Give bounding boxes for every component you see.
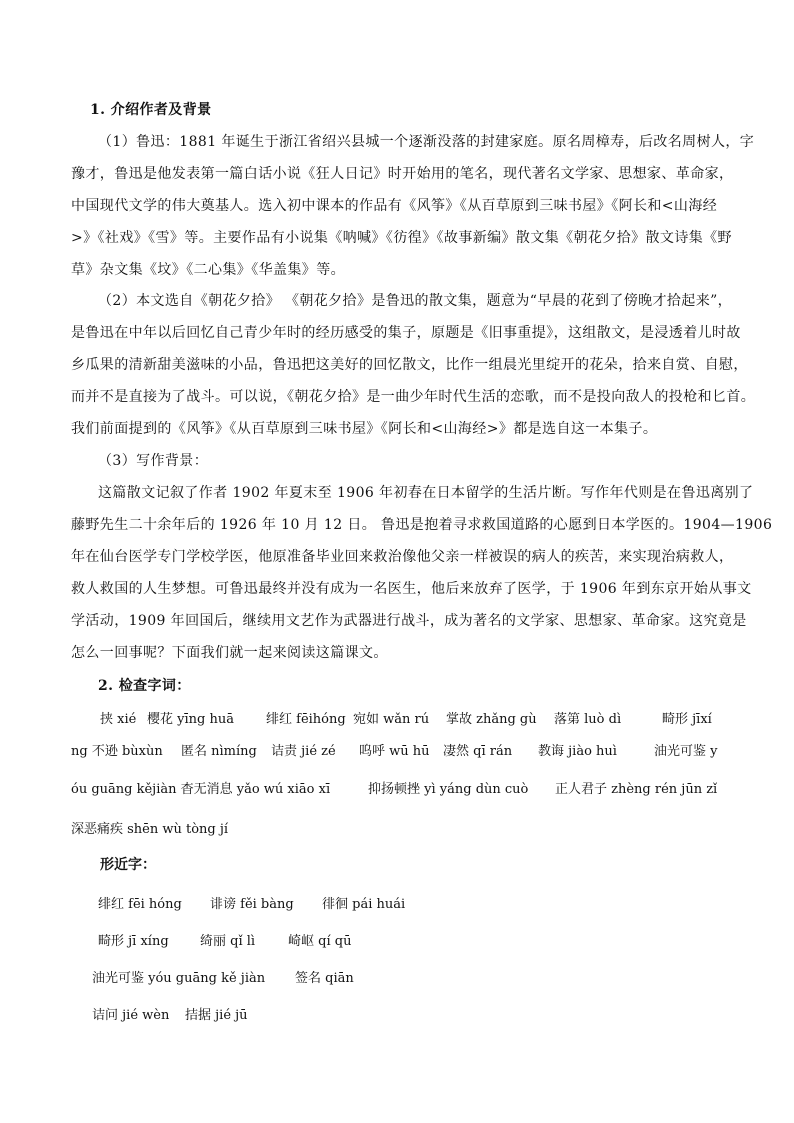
similar-item: 签名 qiān [295, 971, 354, 986]
vocab-item: 匿名 nìmíng [181, 744, 257, 759]
similar-item: 诘问 jié wèn [92, 1008, 170, 1023]
vocab-item: 樱花 yīng huā [147, 712, 234, 727]
paragraph-line: 豫才，鲁迅是他发表第一篇白话小说《狂人日记》时开始用的笔名，现代著名文学家、思想家、革命家， [71, 166, 734, 182]
vocab-item: 宛如 wǎn rú [353, 712, 430, 727]
similar-item: 油光可鉴 yóu guāng kě jiàn [92, 971, 266, 986]
vocab-item: óu guāng kějiàn 杳无消息 yǎo wú xiāo xī [71, 782, 331, 797]
vocab-row [71, 740, 731, 760]
vocab-row [71, 778, 731, 798]
vocab-item: ng 不逊 bùxùn [71, 744, 163, 759]
paragraph-line: （2）本文选自《朝花夕拾》 《朝花夕拾》是鲁迅的散文集，题意为“早晨的花到了傍晚才拾起来”， [98, 293, 733, 309]
paragraph-line: （3）写作背景： [98, 453, 209, 469]
paragraph-line: 救人救国的人生梦想。可鲁迅最终并没有成为一名医生，他后来放弃了医学，于 1906 年到东京开始从事文 [71, 581, 752, 597]
paragraph-line: >》《社戏》《雪》等。主要作品有小说集《呐喊》《彷徨》《故事新编》散文集《朝花夕拾》散文诗集《野 [71, 230, 732, 246]
similar-chars-heading: 形近字： [100, 857, 156, 873]
similar-item: 绯红 fēi hóng [98, 897, 182, 912]
paragraph-line: 学活动，1909 年回国后，继续用文艺作为武器进行战斗，成为著名的文学家、思想家、革命家。这究竟是 [71, 613, 747, 629]
vocab-item: 正人君子 zhèng rén jūn zǐ [555, 782, 718, 797]
vocab-item: 油光可鉴 y [654, 744, 718, 759]
vocab-item: 呜呼 wū hū [359, 744, 430, 759]
paragraph-line: 乡瓜果的清新甜美滋味的小品，鲁迅把这美好的回忆散文，比作一组晨光里绽开的花朵，拾来自赏、自慰， [71, 357, 748, 373]
section-2-heading: 2. 检查字词： [98, 678, 191, 694]
vocab-item: 畸形 jīxí [662, 712, 712, 727]
vocab-item: 深恶痛疾 shēn wù tòng jí [71, 822, 229, 837]
paragraph-line: 草》杂文集《坟》《二心集》《华盖集》等。 [71, 262, 345, 278]
paragraph-line: 而并不是直接为了战斗。可以说，《朝花夕拾》是一曲少年时代生活的恋歌，而不是投向敌人的投枪和匕首。 [71, 389, 756, 405]
paragraph-line: 是鲁迅在中年以后回忆自己青少年时的经历感受的集子，原题是《旧事重提》，这组散文，是浸透着儿时故 [71, 325, 741, 341]
vocab-item: 挟 xié [100, 712, 137, 727]
paragraph-line: 这篇散文记叙了作者 1902 年夏末至 1906 年初春在日本留学的生活片断。写作年代则是在鲁迅离别了 [98, 485, 754, 501]
similar-item: 畸形 jī xíng [98, 934, 169, 949]
section-1-heading: 1. 介绍作者及背景 [90, 102, 212, 118]
paragraph-line: 年在仙台医学专门学校学医，他原准备毕业回来救治像他父亲一样被误的病人的疾苦，来实现治病救人， [71, 549, 734, 565]
similar-item: 崎岖 qí qū [288, 934, 352, 949]
similar-item: 诽谤 fěi bàng [210, 897, 294, 912]
vocab-item: 绯红 fēihóng [266, 712, 346, 727]
vocab-item: 教诲 jiào huì [538, 744, 617, 759]
similar-item: 绮丽 qǐ lì [200, 934, 256, 949]
paragraph-line: （1）鲁迅：1881 年诞生于浙江省绍兴县城一个逐渐没落的封建家庭。原名周樟寿，后改名周树人，字 [98, 134, 755, 150]
paragraph-line: 怎么一回事呢？下面我们就一起来阅读这篇课文。 [71, 645, 388, 661]
vocab-item: 落第 luò dì [554, 712, 622, 727]
vocab-row [100, 708, 760, 728]
vocab-item: 诘责 jié zé [271, 744, 336, 759]
paragraph-line: 我们前面提到的《风筝》《从百草原到三味书屋》《阿长和<山海经>》都是选自这一本集子。 [71, 421, 658, 437]
vocab-item: 掌故 zhǎng gù [446, 712, 537, 727]
similar-item: 徘徊 pái huái [322, 897, 406, 912]
vocab-item: 凄然 qī rán [443, 744, 513, 759]
similar-item: 拮据 jié jū [185, 1008, 248, 1023]
vocab-row [71, 818, 731, 838]
paragraph-line: 藤野先生二十余年后的 1926 年 10 月 12 日。 鲁迅是抱着寻求救国道路的心愿到日本学医的。1904—1906 [71, 517, 773, 533]
paragraph-line: 中国现代文学的伟大奠基人。选入初中课本的作品有《风筝》《从百草原到三味书屋》《阿长和<山海经 [71, 198, 718, 214]
vocab-item: 抑扬顿挫 yì yáng dùn cuò [368, 782, 529, 797]
